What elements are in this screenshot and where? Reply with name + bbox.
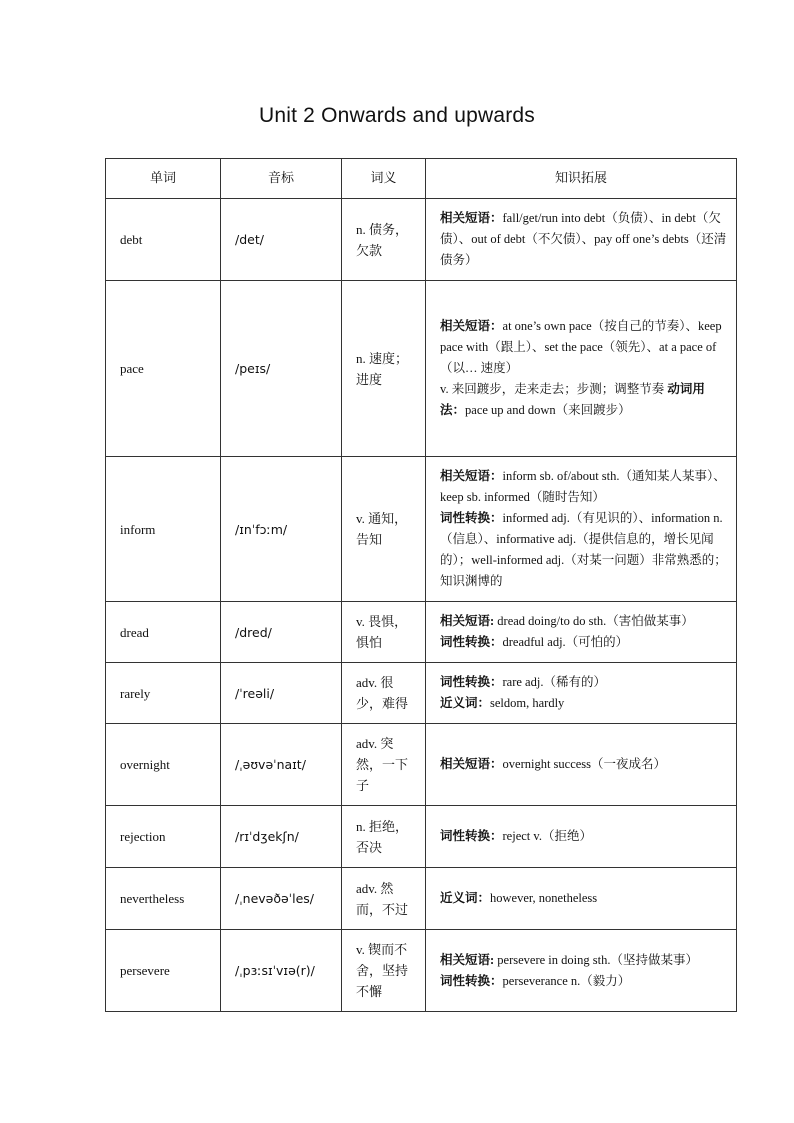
extension-text: perseverance n.（毅力） [502, 973, 631, 988]
table-row [106, 457, 737, 602]
extension-text: inform sb. of/about sth.（通知某人某事）、keep sb. informed（随时告知） [440, 469, 726, 504]
extension-line [440, 466, 728, 508]
extension-text: dreadful adj.（可怕的） [502, 635, 629, 649]
table-row [106, 199, 737, 281]
phonetic-cell: /rɪˈdʒekʃn/ [221, 806, 342, 868]
phonetic-cell: /dred/ [221, 602, 342, 663]
word-cell: rejection [106, 806, 221, 868]
word-cell: inform [106, 457, 221, 602]
header-extension: 知识拓展 [426, 159, 737, 199]
extension-line [440, 826, 728, 847]
table-row [106, 724, 737, 806]
phonetic-cell: /det/ [221, 199, 342, 281]
extension-line [440, 632, 728, 653]
extension-line [440, 754, 728, 775]
extension-cell [426, 663, 737, 724]
extension-text: v. 来回踱步，走来走去；步测；调整节奏 [440, 382, 668, 396]
word-cell: rarely [106, 663, 221, 724]
extension-label: 相关短语： [440, 211, 503, 225]
header-phonetic: 音标 [221, 159, 342, 199]
extension-cell [426, 457, 737, 602]
extension-line [440, 508, 728, 592]
word-cell: nevertheless [106, 868, 221, 930]
extension-label: 相关短语: [440, 952, 495, 967]
meaning-cell: v. 畏惧，惧怕 [342, 602, 426, 663]
meaning-cell: n. 拒绝，否决 [342, 806, 426, 868]
word-cell: pace [106, 281, 221, 457]
meaning-cell: n. 速度；进度 [342, 281, 426, 457]
extension-line [440, 611, 728, 632]
extension-line [440, 208, 728, 271]
vocabulary-table [105, 158, 737, 1012]
table-row [106, 806, 737, 868]
extension-text: however, nonetheless [490, 891, 598, 905]
table-row [106, 868, 737, 930]
extension-text: dread doing/to do sth.（害怕做某事） [494, 614, 694, 628]
meaning-cell: v. 锲而不舍，坚持不懈 [342, 930, 426, 1012]
extension-line [440, 672, 728, 693]
extension-cell [426, 724, 737, 806]
extension-text: fall/get/run into debt（负债）、in debt（欠债）、out of debt（不欠债）、pay off one’s debts（还清债务） [440, 211, 727, 267]
phonetic-cell: /peɪs/ [221, 281, 342, 457]
extension-label: 近义词： [440, 696, 491, 710]
extension-label: 相关短语: [440, 614, 495, 628]
extension-label: 动词用法： [440, 382, 705, 417]
meaning-cell: adv. 然而，不过 [342, 868, 426, 930]
extension-label: 相关短语： [440, 319, 503, 333]
extension-label: 近义词： [440, 891, 491, 905]
extension-text: reject v.（拒绝） [502, 829, 592, 843]
extension-text: seldom, hardly [490, 696, 565, 710]
header-meaning: 词义 [342, 159, 426, 199]
extension-line [440, 693, 728, 714]
extension-text: informed adj.（有见识的）、information n.（信息）、informative adj.（提供信息的，增长见闻的）；well-informed adj.（对某一问题）非常熟悉的；知识渊博的 [440, 511, 727, 588]
table-row [106, 602, 737, 663]
meaning-cell: adv. 突然，一下子 [342, 724, 426, 806]
table-header-row [106, 159, 737, 199]
header-word: 单词 [106, 159, 221, 199]
word-cell: persevere [106, 930, 221, 1012]
phonetic-cell: /ˈreəli/ [221, 663, 342, 724]
extension-line [440, 888, 728, 909]
extension-text: at one’s own pace（按自己的节奏）、keep pace with（跟上）、set the pace（领先）、at a pace of（以… 速度） [440, 319, 722, 375]
meaning-cell: n. 债务，欠款 [342, 199, 426, 281]
word-cell: debt [106, 199, 221, 281]
meaning-cell: v. 通知，告知 [342, 457, 426, 602]
extension-text: persevere in doing sth.（坚持做某事） [494, 952, 698, 967]
extension-cell [426, 199, 737, 281]
extension-label: 相关短语： [440, 469, 503, 483]
extension-line [440, 382, 705, 417]
phonetic-cell: /ˌnevəðəˈles/ [221, 868, 342, 930]
phonetic-cell: /ˌəʊvəˈnaɪt/ [221, 724, 342, 806]
extension-line [440, 971, 728, 992]
table-row [106, 663, 737, 724]
extension-text: pace up and down（来回踱步） [465, 403, 631, 417]
extension-text: rare adj.（稀有的） [502, 675, 606, 689]
extension-cell [426, 281, 737, 457]
extension-label: 词性转换： [440, 675, 503, 689]
table-row [106, 930, 737, 1012]
extension-cell [426, 930, 737, 1012]
extension-label: 词性转换： [440, 829, 503, 843]
extension-label: 相关短语： [440, 757, 503, 771]
phonetic-cell: /ɪnˈfɔːm/ [221, 457, 342, 602]
extension-label: 词性转换： [440, 973, 503, 988]
word-cell: overnight [106, 724, 221, 806]
extension-label: 词性转换： [440, 511, 503, 525]
meaning-cell: adv. 很少，难得 [342, 663, 426, 724]
phonetic-cell: /ˌpɜːsɪˈvɪə(r)/ [221, 930, 342, 1012]
extension-cell [426, 806, 737, 868]
table-row [106, 281, 737, 457]
extension-text: overnight success（一夜成名） [502, 757, 667, 771]
extension-cell [426, 868, 737, 930]
extension-line [440, 316, 728, 379]
page-title: Unit 2 Onwards and upwards [258, 104, 535, 127]
extension-label: 词性转换： [440, 635, 503, 649]
extension-cell [426, 602, 737, 663]
word-cell: dread [106, 602, 221, 663]
extension-line [440, 950, 728, 971]
